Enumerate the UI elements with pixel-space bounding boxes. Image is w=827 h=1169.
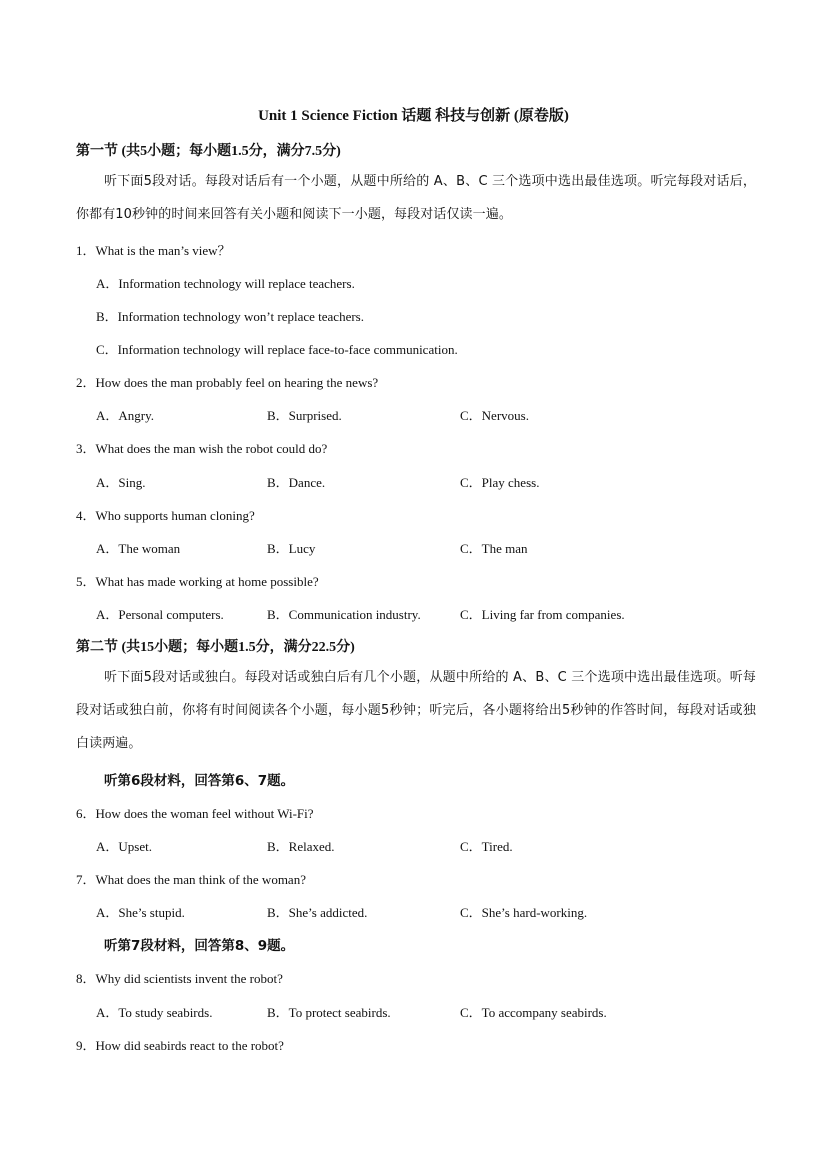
question-2-option-a: A．Angry. xyxy=(96,408,155,423)
question-8-stem: 8．Why did scientists invent the robot? xyxy=(76,971,283,986)
document-title: Unit 1 Science Fiction 话题 科技与创新 (原卷版) xyxy=(258,108,569,124)
question-5-option-a: A．Personal computers. xyxy=(96,607,224,622)
question-4-option-a: A．The woman xyxy=(96,541,181,556)
question-7-option-a: A．She’s stupid. xyxy=(96,905,185,920)
question-7-option-b: B．She’s addicted. xyxy=(267,905,368,920)
question-9-stem: 9．How did seabirds react to the robot? xyxy=(76,1038,284,1053)
section-1-heading: 第一节 (共5小题；每小题1.5分，满分7.5分) xyxy=(76,144,341,159)
question-4-option-b: B．Lucy xyxy=(267,541,316,556)
material-6-heading: 听第6段材料，回答第6、7题。 xyxy=(104,773,295,789)
question-7-option-c: C．She’s hard-working. xyxy=(460,905,588,920)
question-1-option-c: C．Information technology will replace face-to-face communication. xyxy=(96,342,458,357)
question-5-option-c: C．Living far from companies. xyxy=(460,607,625,622)
question-2-stem: 2．How does the man probably feel on hearing the news? xyxy=(76,375,379,390)
question-1-stem: 1．What is the man’s view？ xyxy=(76,243,231,258)
question-3-option-a: A．Sing. xyxy=(96,475,146,490)
question-7-stem: 7．What does the man think of the woman? xyxy=(76,872,306,887)
question-6-option-b: B．Relaxed. xyxy=(267,839,335,854)
question-4-option-c: C．The man xyxy=(460,541,528,556)
material-7-heading: 听第7段材料，回答第8、9题。 xyxy=(104,938,295,954)
question-1-option-b: B．Information technology won’t replace teachers. xyxy=(96,309,364,324)
question-3-stem: 3．What does the man wish the robot could do? xyxy=(76,441,328,456)
question-8-option-c: C．To accompany seabirds. xyxy=(460,1005,607,1020)
section-2-instructions: 听下面5段对话或独白。每段对话或独白后有几个小题，从题中所给的 A、B、C 三个选项中选出最佳选项。听每段对话或独白前，你将有时间阅读各个小题，每小题5秒钟；听完后，各小题将给出5秒钟的作答时间，每段对话或独白读两遍。 xyxy=(76,670,756,751)
question-2-option-c: C．Nervous. xyxy=(460,408,529,423)
question-6-stem: 6．How does the woman feel without Wi-Fi? xyxy=(76,806,314,821)
question-3-option-c: C．Play chess. xyxy=(460,475,540,490)
question-4-stem: 4．Who supports human cloning? xyxy=(76,508,255,523)
question-6-option-a: A．Upset. xyxy=(96,839,152,854)
question-8-option-a: A．To study seabirds. xyxy=(96,1005,213,1020)
question-5-stem: 5．What has made working at home possible? xyxy=(76,574,319,589)
section-1-instructions: 听下面5段对话。每段对话后有一个小题，从题中所给的 A、B、C 三个选项中选出最佳选项。听完每段对话后，你都有10秒钟的时间来回答有关小题和阅读下一小题，每段对话仅读一遍。 xyxy=(76,174,756,222)
section-2-heading: 第二节 (共15小题；每小题1.5分，满分22.5分) xyxy=(76,640,355,655)
question-8-option-b: B．To protect seabirds. xyxy=(267,1005,391,1020)
question-6-option-c: C．Tired. xyxy=(460,839,513,854)
question-3-option-b: B．Dance. xyxy=(267,475,326,490)
question-1-option-a: A．Information technology will replace teachers. xyxy=(96,276,355,291)
question-2-option-b: B．Surprised. xyxy=(267,408,342,423)
question-5-option-b: B．Communication industry. xyxy=(267,607,421,622)
